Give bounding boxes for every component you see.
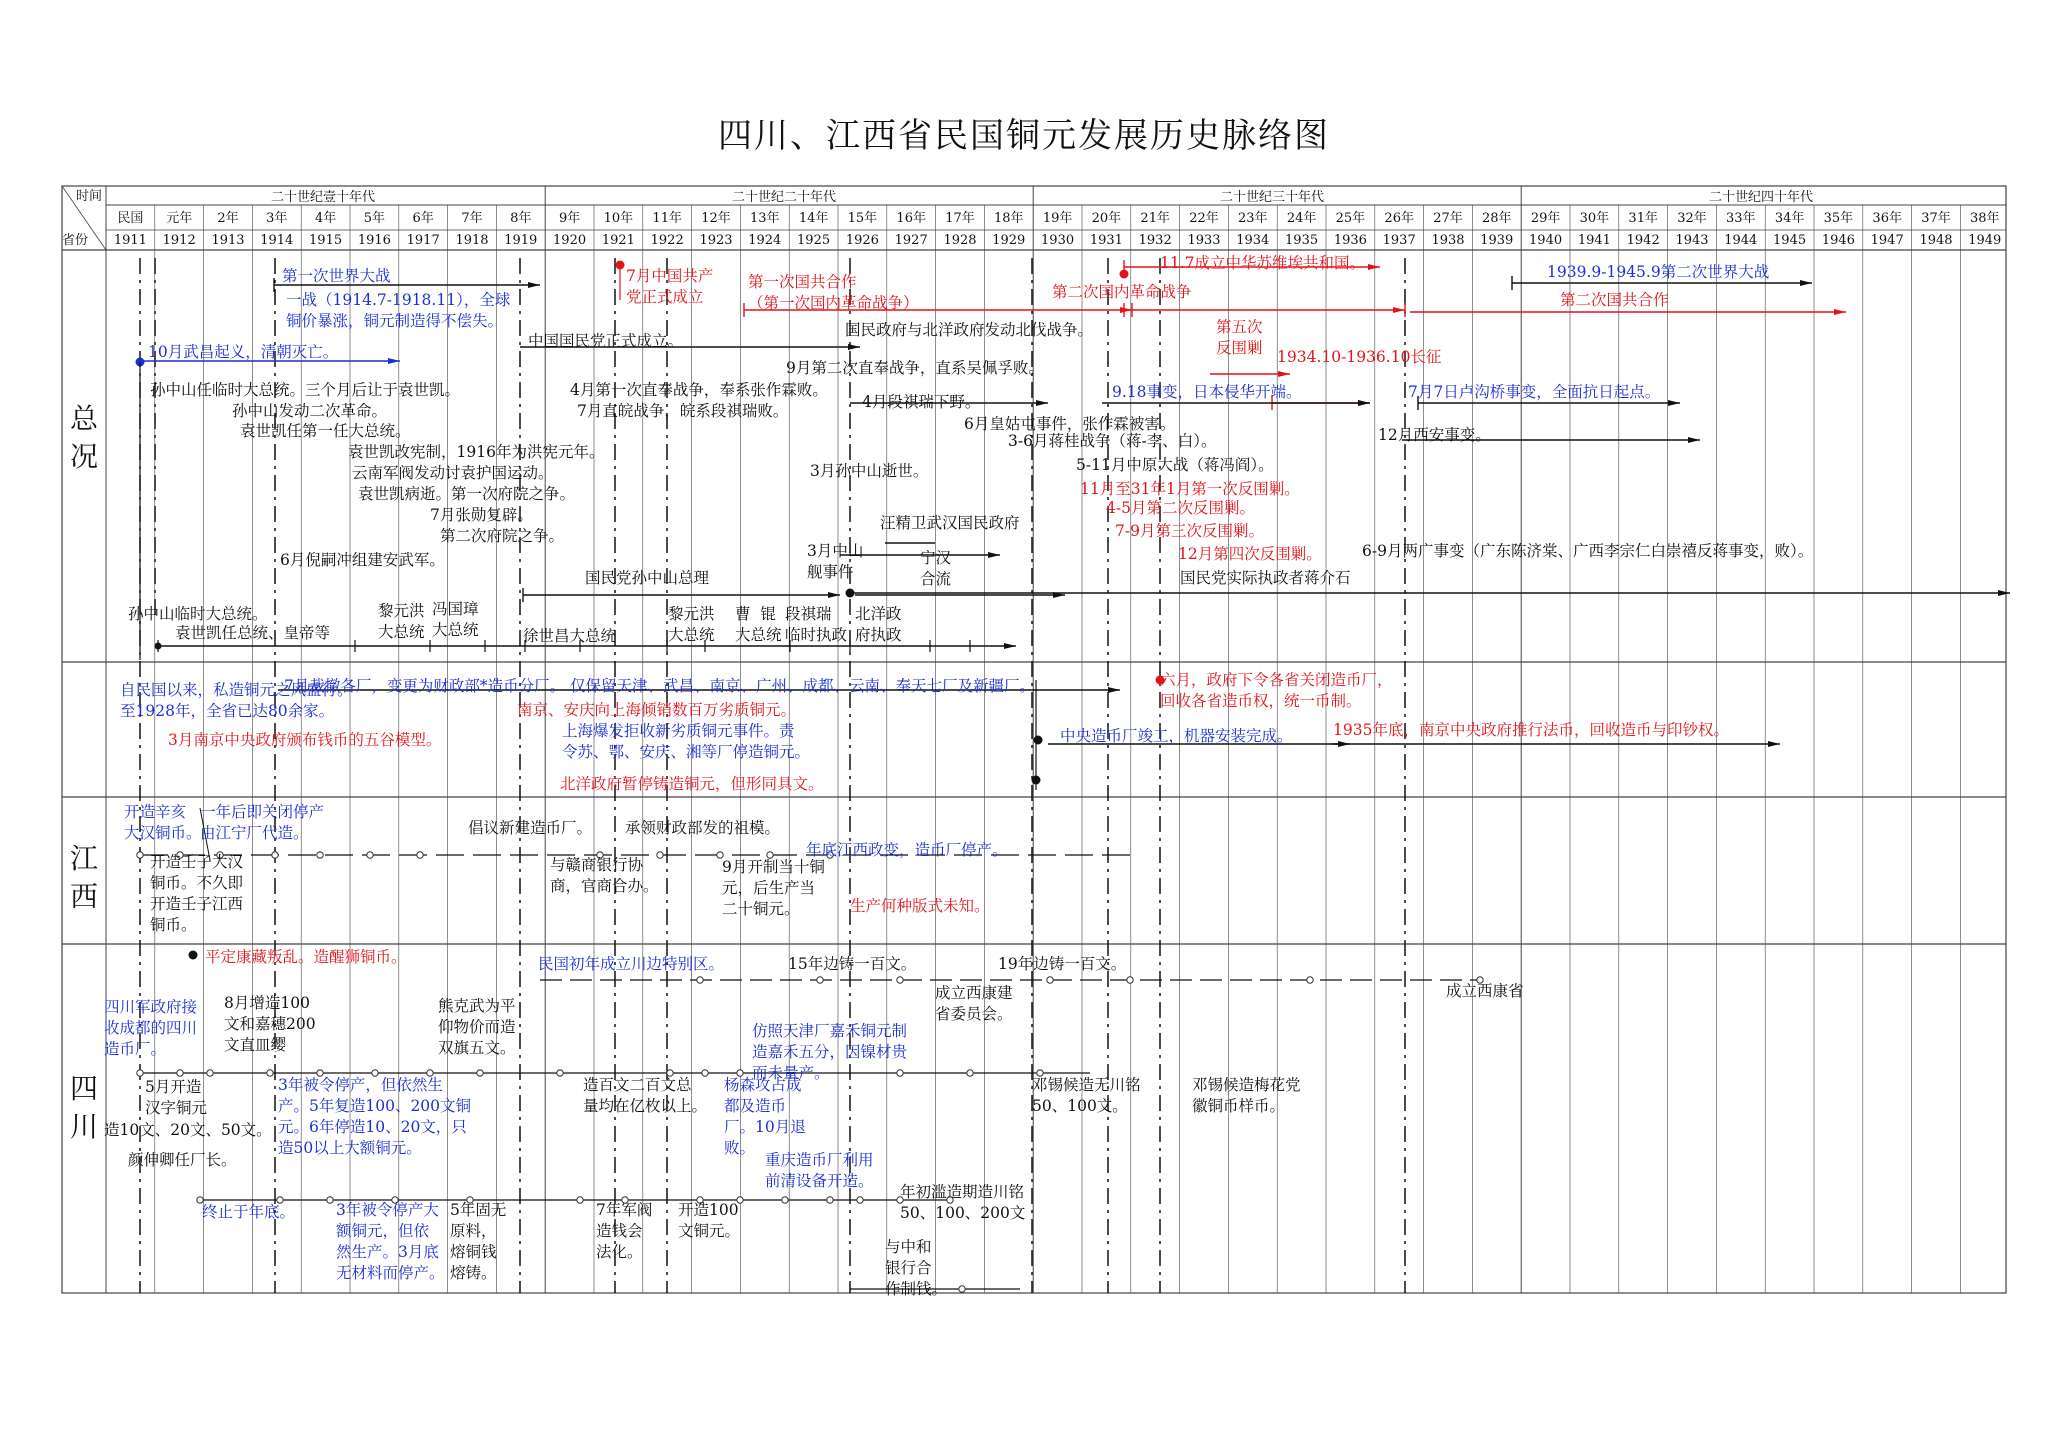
event-dot [1034,736,1043,745]
event-label: 3年被令停产，但依然生 产。5年复造100、200文铜 元。6年停造10、20文，只 造50以上大额铜元。 [278,1076,472,1157]
year-cell: 1926 [845,233,879,248]
year-cell: 1949 [1968,233,2002,248]
event-label: 15年边铸一百文。 [788,955,917,973]
year-cell: 1932 [1138,233,1172,248]
node-ring [137,852,143,858]
year-cell: 1912 [162,233,196,248]
event-label: 3-6月蒋桂战争（蒋-李、白）。 [1008,432,1217,450]
event-label: 6月皇姑屯事件，张作霖被害。 [964,415,1176,433]
year-cell: 1946 [1821,233,1855,248]
decade-header-1920s: 二十世纪二十年代 [731,190,836,205]
event-dot [846,589,855,598]
event-label: 年初滥造期造川铭 50、100、200文 [900,1183,1026,1222]
event-label: 民国初年成立川边特别区。 [538,955,725,973]
year-name-cell: 18年 [994,211,1024,226]
corner-time-label: 时间 [76,189,103,204]
arrow-head [1668,400,1680,406]
event-label: 曹 锟 大总统 [735,605,782,644]
event-label: 与中和 银行合 作制钱。 [885,1238,948,1298]
arrow-head [388,358,400,364]
node-ring [1307,977,1313,983]
event-label: 孙中山临时大总统。 [128,605,268,623]
node-ring [207,1070,213,1076]
node-ring [697,977,703,983]
year-name-cell: 37年 [1921,211,1951,226]
section-jiangxi-label: 江 西 [69,842,98,913]
event-label: 邓锡候造无川铭 50、100文。 [1032,1076,1141,1115]
year-name-cell: 13年 [750,211,780,226]
event-label: 7月张勋复辟。 [430,506,533,524]
node-ring [1127,977,1133,983]
event-label: 7年军阀 造钱会 法化。 [596,1201,653,1261]
year-name-cell: 25年 [1335,211,1366,226]
year-name-cell: 9年 [558,211,581,226]
year-cell: 1913 [211,233,245,248]
event-label: 9.18事变，日本侵华开端。 [1112,383,1302,401]
event-label: 熊克武为平 仰物价而造 双旗五文。 [438,997,516,1057]
year-cell: 1917 [406,233,440,248]
year-name-cell: 10年 [603,211,634,226]
arrow-head [1108,687,1120,693]
year-cell: 1919 [504,233,538,248]
event-label: 中国国民党正式成立。 [528,332,684,350]
event-label: 北洋政 府执政 [855,605,902,644]
section-sichuan-label: 四 川 [69,1072,98,1143]
year-name-cell: 7年 [461,211,483,226]
year-cell: 1915 [309,233,343,248]
event-label: 4-5月第二次反围剿。 [1106,499,1255,517]
year-cell: 1948 [1919,233,1953,248]
event-label: 四川军政府接 收成都的四川 造币厂。 [104,998,198,1058]
year-name-cell: 21年 [1140,211,1170,226]
year-name-cell: 民国 [117,211,144,226]
year-name-cell: 30年 [1579,211,1610,226]
event-label: 仿照天津厂嘉禾铜元制 造嘉禾五分，因镍材贵 而未量产。 [752,1022,908,1082]
event-label: 颜伸卿任厂长。 [128,1151,237,1169]
event-label: 8月增造100 文和嘉穗200 文直皿缨 [224,994,316,1054]
year-cell: 1942 [1626,233,1660,248]
event-dot [155,643,162,650]
year-name-cell: 11年 [652,211,682,226]
event-label: 19年边铸一百文。 [998,955,1127,973]
event-label: 汪精卫武汉国民政府 [880,514,1020,532]
arrow-head [1834,309,1846,315]
section-overview-label: 总 况 [69,402,98,473]
year-cell: 1941 [1577,233,1611,248]
event-label: 国民党实际执政者蒋介石 [1180,569,1351,587]
event-dot [189,951,198,960]
event-label: 3月南京中央政府颁布钱币的五谷模型。 [168,731,442,749]
event-label: 12月西安事变。 [1378,426,1491,444]
year-name-cell: 3年 [266,211,288,226]
event-label: 承领财政部发的祖模。 [625,819,781,837]
year-cell: 1921 [601,233,635,248]
event-label: 4月第一次直奉战争，奉系张作霖败。 [570,381,828,399]
event-label: 一战（1914.7-1918.11），全球 铜价暴涨，铜元制造得不偿失。 [286,291,511,330]
event-label: 7月中国共产 党正式成立 [626,267,714,306]
year-cell: 1914 [260,233,294,248]
year-cell: 1934 [1236,233,1270,248]
year-name-cell: 36年 [1872,211,1902,226]
event-label: 11月至31年1月第一次反围剿。 [1080,480,1300,498]
event-label: 6月倪嗣冲组建安武军。 [280,551,445,569]
year-name-cell: 12年 [701,211,731,226]
node-ring [967,1070,973,1076]
event-label: 孙中山任临时大总统。三个月后让于袁世凯。 [150,381,461,399]
year-name-cell: 6年 [412,211,434,226]
year-cell: 1929 [992,233,1026,248]
year-cell: 1937 [1382,233,1416,248]
event-label: 12月第四次反围剿。 [1178,545,1322,563]
year-cell: 1916 [357,233,391,248]
event-label: 第一次世界大战 [282,267,391,285]
year-cell: 1931 [1089,233,1123,248]
event-label: 成立西康省 [1446,982,1524,1000]
node-ring [827,1197,833,1203]
event-label: 袁世凯任总统、皇帝等 [175,624,331,642]
year-cell: 1923 [699,233,733,248]
year-cell: 1940 [1529,233,1563,248]
event-label: 1934.10-1936.10长征 [1277,348,1442,366]
year-cell: 1936 [1333,233,1367,248]
event-label: 倡议新建造币厂。 [468,819,593,837]
year-name-cell: 38年 [1970,211,2000,226]
node-ring [327,1197,333,1203]
event-label: 袁世凯任第一任大总统。 [240,422,411,440]
event-label: 7月裁撤各厂，变更为财政部*造币分厂。 仅保留天津、武昌、南京、广州、成都、云南、奉天七厂及新疆厂。 [284,677,1036,695]
event-label: 造10文、20文、50文。 [104,1121,272,1139]
event-label: 开造100 文铜元。 [678,1201,741,1240]
event-label: 3月中山 舰事件 [807,542,864,581]
node-ring [367,852,373,858]
event-label: 重庆造币厂利用 前清设备开造。 [765,1151,874,1190]
event-label: 终止于年底。 [202,1203,296,1221]
node-ring [272,852,278,858]
year-name-cell: 4年 [314,211,337,226]
node-ring [959,1286,965,1292]
arrow-head [1393,307,1405,313]
event-label: 第二次国共合作 [1560,291,1669,309]
event-label: 造百文二百文总 量均在亿枚以上。 [583,1076,708,1115]
year-name-cell: 16年 [896,211,926,226]
year-cell: 1927 [894,233,928,248]
year-name-cell: 35年 [1823,211,1854,226]
year-name-cell: 24年 [1286,211,1317,226]
year-cell: 1933 [1187,233,1221,248]
event-label: 孙中山发动二次革命。 [232,402,388,420]
event-label: 7-9月第三次反围剿。 [1115,522,1264,540]
year-cell: 1920 [553,233,587,248]
event-label: 11.7成立中华苏维埃共和国。 [1160,254,1366,272]
year-name-cell: 2年 [217,211,239,226]
year-name-cell: 29年 [1530,211,1561,226]
year-cell: 1911 [113,233,147,248]
year-cell: 1939 [1480,233,1514,248]
event-label: 3年被令停产大 额铜元，但依 然生产。3月底 无材料而停产。 [336,1201,445,1282]
year-name-cell: 17年 [945,211,975,226]
corner-province-label: 省份 [62,233,89,248]
node-ring [477,1070,483,1076]
event-label: 袁世凯病逝。第一次府院之争。 [358,485,576,503]
year-name-cell: 27年 [1433,211,1463,226]
event-label: 开造壬子大汉 铜币。不久即 开造壬子江西 铜币。 [150,853,244,934]
arrow-head [1004,643,1016,649]
event-label: 年底江西政变，造币厂停产。 [806,841,1008,859]
year-name-cell: 14年 [798,211,829,226]
event-label: 5月开造 汉字铜元 [145,1078,208,1117]
year-name-cell: 19年 [1042,211,1073,226]
year-cell: 1928 [943,233,977,248]
event-label: 冯国璋 大总统 [432,600,479,639]
arrow-head [528,282,540,288]
arrow-head [988,552,1000,558]
year-name-cell: 5年 [363,211,386,226]
year-name-cell: 15年 [847,211,878,226]
event-label: 1939.9-1945.9第二次世界大战 [1547,263,1770,281]
arrow-head [1998,590,2010,596]
year-name-cell: 32年 [1677,211,1707,226]
event-label: 第一次国共合作 （第一次国内革命战争） [748,273,919,312]
decade-header-1910s: 二十世纪壹十年代 [270,190,375,205]
event-label: 袁世凯改宪制，1916年为洪宪元年。 [348,443,605,461]
event-label: 开造辛亥 大汉铜币。 [124,803,202,842]
year-name-cell: 元年 [166,211,193,226]
node-ring [177,1070,183,1076]
event-label: 生产何种版式未知。 [850,897,990,915]
year-cell: 1938 [1431,233,1465,248]
arrow-head [1036,400,1048,406]
year-name-cell: 22年 [1189,211,1219,226]
arrow-head [1368,264,1380,270]
event-label: 第二次府院之争。 [440,527,565,545]
year-name-cell: 34年 [1774,211,1805,226]
event-label: 上海爆发拒收新劣质铜元事件。责 令苏、鄂、安庆、湘等厂停造铜元。 [562,722,811,761]
event-label: 9月开制当十铜 元，后生产当 二十铜元。 [722,858,825,918]
arrow-head [1358,400,1370,406]
arrow-head [1800,280,1812,286]
event-dot [1120,270,1129,279]
event-label: 云南军阀发动讨袁护国运动。 [352,464,554,482]
event-label: 平定康藏叛乱。造醒狮铜币。 [205,948,407,966]
event-label: 5-11月中原大战（蒋冯阎）。 [1076,456,1274,474]
event-label: 6-9月两广事变（广东陈济棠、广西李宗仁白崇禧反蒋事变，败）。 [1362,542,1814,560]
event-label: 10月武昌起义，清朝灭亡。 [148,343,339,361]
event-label: 中央造币厂竣工，机器安装完成。 [1060,727,1293,745]
event-label: 黎元洪 大总统 [668,605,715,644]
event-label: 7月直皖战争，皖系段祺瑞败。 [577,402,789,420]
event-label: 段祺瑞 临时执政 [785,605,848,644]
node-ring [1047,977,1053,983]
arrow-head [1768,741,1780,747]
event-label: 徐世昌大总统 [523,627,617,645]
event-label: 宁汉 合流 [920,549,952,588]
event-label: 自民国以来，私造铜元之风盛行。 至1928年，全省已达80余家。 [120,681,353,720]
node-ring [557,1070,563,1076]
year-cell: 1930 [1041,233,1075,248]
decade-header-1940s: 二十世纪四十年代 [1708,190,1813,205]
year-cell: 1925 [797,233,831,248]
year-cell: 1918 [455,233,489,248]
node-ring [417,852,423,858]
year-cell: 1935 [1285,233,1319,248]
event-label: 1935年底，南京中央政府推行法币，回收造币与印钞权。 [1333,721,1729,739]
year-name-cell: 20年 [1091,211,1122,226]
event-label: 一年后即关闭停产 由江宁厂代造。 [200,803,325,842]
event-label: 国民政府与北洋政府发动北伐战争。 [845,321,1094,339]
node-ring [317,852,323,858]
arrow-head [848,344,860,350]
node-ring [817,977,823,983]
decade-header-1930s: 二十世纪三十年代 [1219,190,1324,205]
arrow-head [1278,371,1290,377]
page-title: 四川、江西省民国铜元发展历史脉络图 [718,116,1330,156]
event-label: 北洋政府暂停铸造铜元，但形同具文。 [560,775,824,793]
year-cell: 1947 [1870,233,1904,248]
event-label: 杨森攻占成 都及造币 厂。10月退 败。 [724,1076,806,1157]
event-label: 第二次国内革命战争 [1052,283,1192,301]
node-ring [782,1197,788,1203]
event-label: 南京、安庆向上海倾销数百万劣质铜元。 [517,701,797,719]
event-label: 与赣商银行协 商，官商合办。 [550,856,659,895]
year-cell: 1924 [748,233,782,248]
event-label: 3月孙中山逝世。 [810,462,929,480]
node-ring [857,1197,863,1203]
node-ring [137,1070,143,1076]
event-label: 4月段祺瑞下野。 [862,393,981,411]
event-label: 第五次 反围剿 [1216,318,1263,357]
year-name-cell: 26年 [1384,211,1414,226]
event-label: 邓锡候造梅花党 徽铜币样币。 [1192,1076,1301,1115]
year-cell: 1944 [1724,233,1758,248]
year-name-cell: 28年 [1482,211,1512,226]
year-cell: 1943 [1675,233,1709,248]
event-label: 9月第二次直奉战争，直系吴佩孚败。 [786,359,1044,377]
event-label: 5年固无 原料， 熔铜钱 熔铸。 [450,1201,507,1282]
year-name-cell: 33年 [1726,211,1756,226]
year-name-cell: 8年 [510,211,532,226]
event-label: 国民党孙中山总理 [585,569,710,587]
node-ring [897,977,903,983]
event-label: 黎元洪 大总统 [378,602,425,641]
node-ring [267,1070,273,1076]
year-cell: 1945 [1773,233,1807,248]
node-ring [577,1197,583,1203]
event-label: 成立西康建 省委员会。 [935,984,1013,1023]
year-name-cell: 23年 [1238,211,1268,226]
year-name-cell: 31年 [1628,211,1658,226]
year-cell: 1922 [650,233,684,248]
event-label: 六月，政府下令各省关闭造币厂， 回收各省造币权，统一币制。 [1160,671,1393,710]
event-label: 7月7日卢沟桥事变，全面抗日起点。 [1408,383,1661,401]
arrow-head [1688,437,1700,443]
